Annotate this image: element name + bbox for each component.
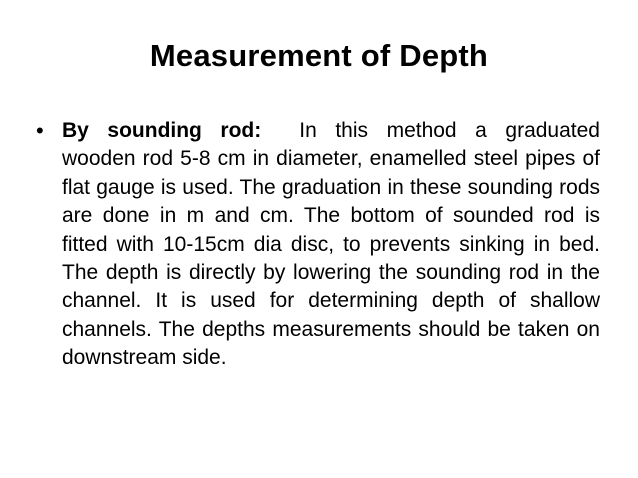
bullet-body	[62, 117, 600, 373]
slide-title: Measurement of Depth	[149, 38, 489, 73]
bullet-marker: •	[36, 118, 44, 143]
bullet-lead-text: By sounding rod:	[62, 119, 262, 142]
bullet-body-text: In this method a graduated wooden rod 5-8 cm in diameter, enamelled steel pipes of flat gauge is used. The graduation in these sounding rods are done in m and cm. The bottom of sounded rod is fitted with 10-15cm dia disc, to prevents sinking in bed. The depth is directly by lowering the sounding rod in the channel. It is used for determining depth of shallow channels. The depths measurements should be taken on downstream side.	[62, 119, 600, 370]
